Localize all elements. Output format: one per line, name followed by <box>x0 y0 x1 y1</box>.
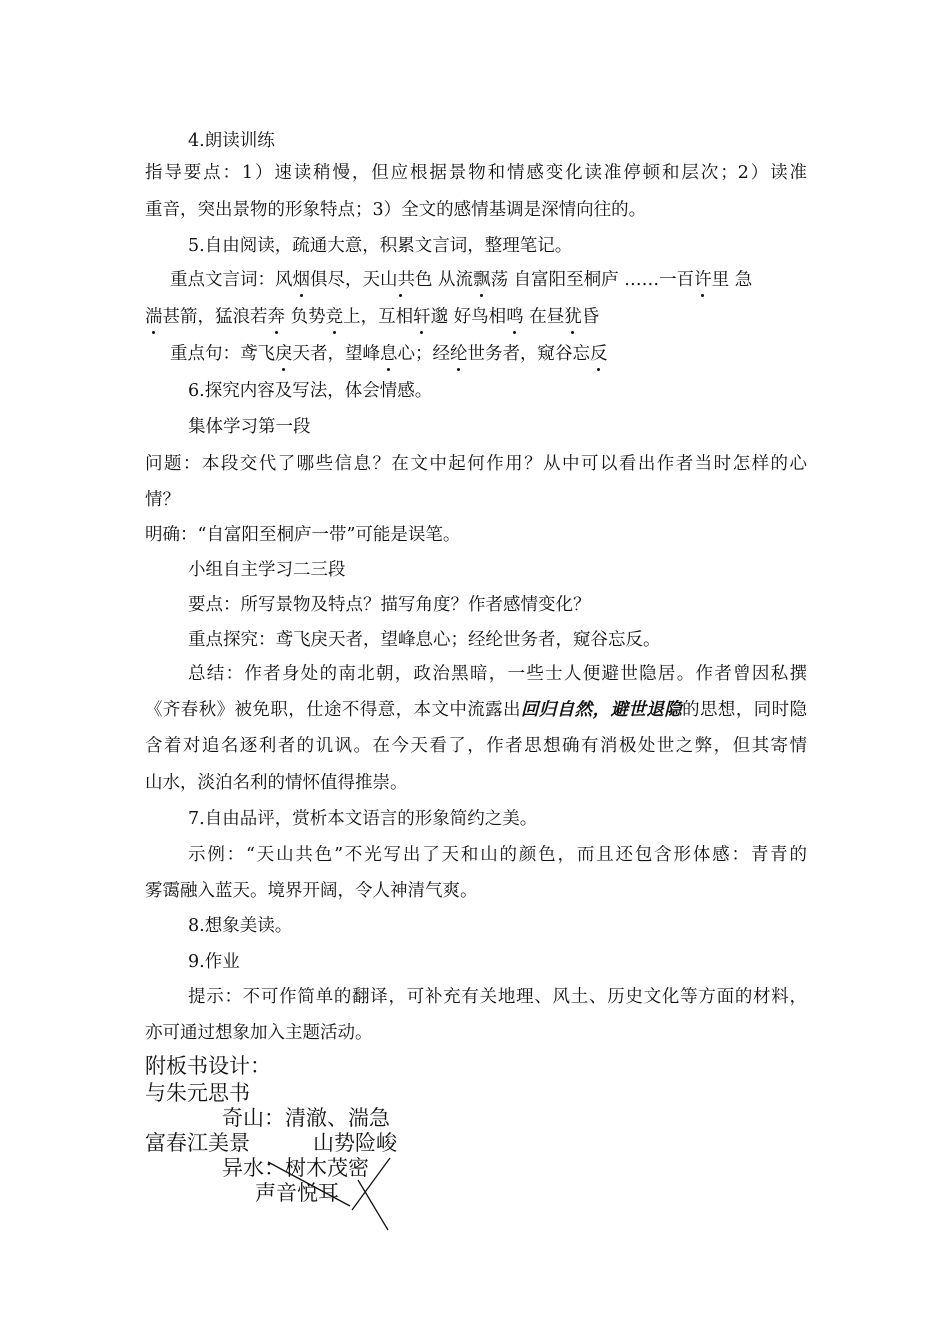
section-7-title: 7.自由品评，赏析本文语言的形象简约之美。 <box>188 809 538 829</box>
summary-line-2: 《齐春秋》被免职，仕途不得意，本文中流露出回归自然，避世退隐的思想，同时隐 <box>145 700 808 720</box>
key-words-line-1: 重点文言词：风烟俱尽，天山共色 从流飘荡 自富阳至桐庐 ……一百许里 急 <box>170 270 753 290</box>
group-study-para23: 小组自主学习二三段 <box>188 560 346 580</box>
board-title: 与朱元思书 <box>145 1081 250 1105</box>
tip-line-1: 提示：不可作简单的翻译，可补充有关地理、风土、历史文化等方面的材料， <box>188 987 807 1007</box>
board-design-heading: 附板书设计： <box>145 1054 271 1078</box>
section-9-title: 9.作业 <box>188 952 240 972</box>
summary-line-3: 含着对追名逐利者的讥讽。在今天看了，作者思想确有消极处世之弊，但其寄情 <box>145 736 807 756</box>
connector-line-left <box>268 1162 350 1206</box>
reading-guide-line-1: 指导要点：1）速读稍慢，但应根据景物和情感变化读准停顿和层次；2）读准 <box>145 163 807 183</box>
board-mountain-line: 奇山：清澈、湍急 <box>222 1106 390 1130</box>
section-4-title: 4.朗读训练 <box>188 131 275 151</box>
tip-line-2: 亦可通过想象加入主题活动。 <box>145 1023 373 1043</box>
section-8-title: 8.想象美读。 <box>188 916 293 936</box>
reading-guide-line-2: 重音，突出景物的形象特点；3）全文的感情基调是深情向往的。 <box>145 200 647 220</box>
emphasis-text: 回归自然，避世退隐 <box>520 700 683 720</box>
section-5-title: 5.自由阅读，疏通大意，积累文言词，整理笔记。 <box>188 236 573 256</box>
connector-line-lower <box>358 1180 388 1230</box>
key-words-lead: 重点文言词： <box>170 270 275 290</box>
key-points-line: 要点：所写景物及特点？描写角度？作者感情变化？ <box>188 595 591 615</box>
board-mountain-feature: 山势险峻 <box>313 1131 397 1155</box>
board-sound-line: 声音悦耳 <box>255 1181 339 1205</box>
group-study-para1: 集体学习第一段 <box>188 417 311 437</box>
key-words-line-2: 湍甚箭，猛浪若奔 负势竞上，互相轩邈 好鸟相鸣 在昼犹昏 <box>145 307 600 327</box>
example-line-1: 示例：“天山共色”不光写出了天和山的颜色，而且还包含形体感：青青的 <box>188 845 807 865</box>
question-line-1: 问题：本段交代了哪些信息？在文中起何作用？从中可以看出作者当时怎样的心 <box>145 454 807 474</box>
summary-line-1: 总结：作者身处的南北朝，政治黑暗，一些士人便避世隐居。作者曾因私撰 <box>188 664 807 684</box>
answer-line: 明确：“自富阳至桐庐一带”可能是误笔。 <box>145 525 461 545</box>
key-sentences-line: 重点句：鸢飞戾天者，望峰息心；经纶世务者，窥谷忘反 <box>170 344 608 364</box>
board-main-scene: 富春江美景 <box>145 1131 250 1155</box>
focus-line: 重点探究：鸢飞戾天者，望峰息心；经纶世务者，窥谷忘反。 <box>188 630 661 650</box>
summary-line-4: 山水，淡泊名利的情怀值得推崇。 <box>145 773 408 793</box>
question-line-2: 情？ <box>145 490 180 510</box>
key-sentences-lead: 重点句： <box>170 344 240 364</box>
section-6-title: 6.探究内容及写法，体会情感。 <box>188 381 433 401</box>
example-line-2: 雾霭融入蓝天。境界开阔，令人神清气爽。 <box>145 881 478 901</box>
board-water-line: 异水：树木茂密 <box>222 1156 369 1180</box>
